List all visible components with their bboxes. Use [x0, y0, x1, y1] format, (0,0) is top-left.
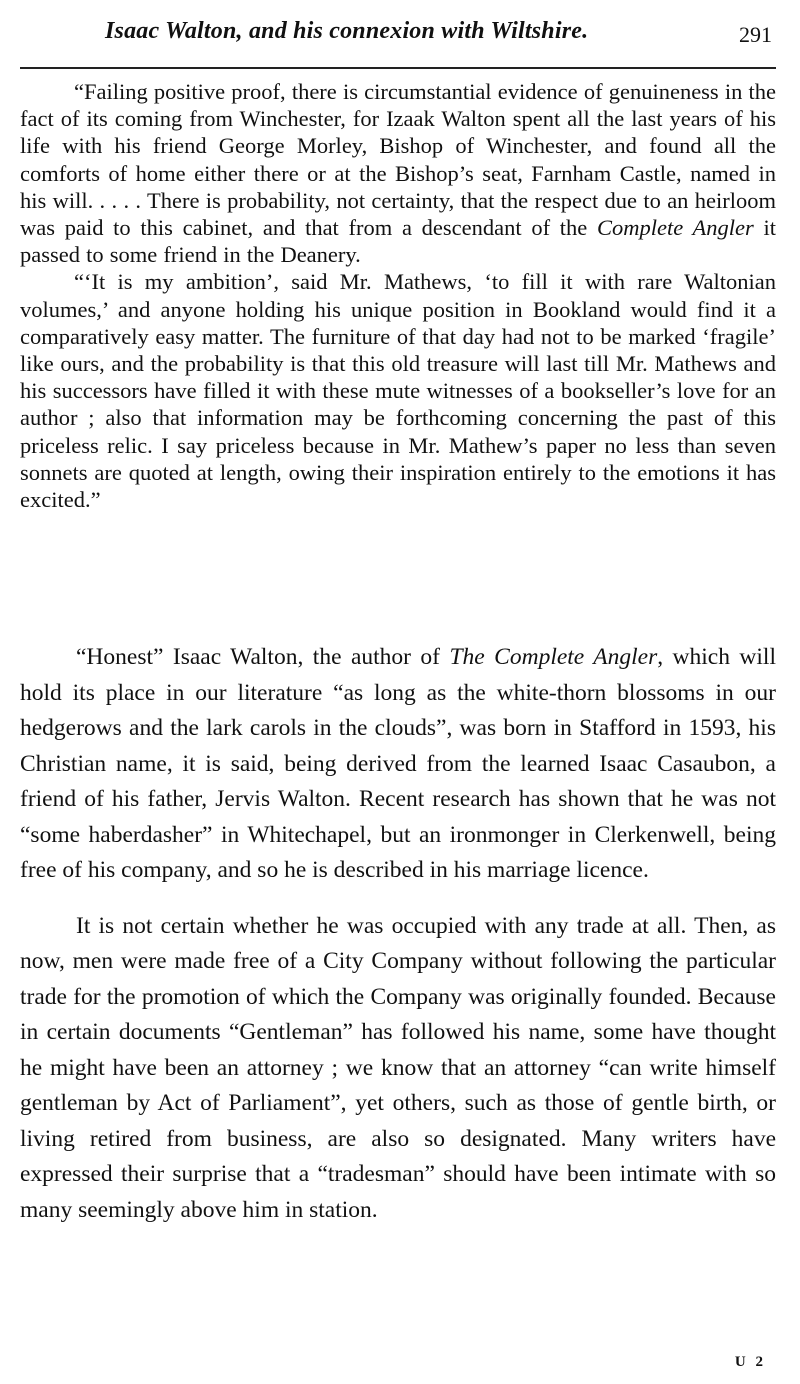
quote-book-title: Complete Angler [596, 215, 754, 241]
body-book-title: The Complete Angler [449, 644, 658, 670]
quote-paragraph-1-text-a: “Failing positive proof, there is circumstantial evidence of genuineness in the fact of its coming from Winchester, for Izaak Walton spent all the last years of his life with his friend George Morley, Bishop of Winchester, and found all the comforts of home either there or at the Bishop’s seat, Farnham Castle, named in his will. . . . . There is probability, not certainty, that the respect due to an heirloom was paid to this cabinet, and that from a descendant of the [20, 79, 776, 241]
body-paragraph-1-text-b: , which will hold its place in our literature “as long as the white-thorn blossoms in our hedgerows and the lark carols in the clouds”, was born in Stafford in 1593, his Christian name, it is said, being derived from the learned Isaac Casaubon, a friend of his father, Jervis Walton. Recent research has shown that he was not “some haberdasher” in Whitechapel, but an ironmonger in Clerkenwell, being free of his company, and so he is described in his marriage licence. [20, 644, 776, 883]
main-text [20, 640, 776, 1248]
header-rule [20, 67, 776, 69]
body-paragraph-1 [20, 640, 776, 889]
page-number: 291 [739, 22, 772, 47]
running-title: Isaac Walton, and his connexion with Wiltshire. [105, 18, 589, 44]
signature-mark: U 2 [734, 1354, 766, 1370]
quoted-passage [20, 78, 776, 513]
quote-paragraph-2: “‘It is my ambition’, said Mr. Mathews, ‘to fill it with rare Waltonian volumes,’ and anyone holding his unique position in Bookland would find it a comparatively easy matter. The furniture of that day had not to be marked ‘fragile’ like ours, and the probability is that this old treasure will last till Mr. Mathews and his successors have filled it with these mute witnesses of a bookseller’s love for an author ; also that information may be forthcoming concerning the past of this priceless relic. I say priceless because in Mr. Mathew’s paper no less than seven sonnets are quoted at length, owing their inspiration entirely to the emotions it has excited.” [20, 269, 776, 513]
running-head [20, 12, 776, 52]
quote-paragraph-1 [20, 78, 776, 268]
body-paragraph-1-text-a: “Honest” Isaac Walton, the author of [76, 644, 450, 670]
body-paragraph-2: It is not certain whether he was occupied with any trade at all. Then, as now, men were made free of a City Company without following the particular trade for the promotion of which the Company was originally founded. Because in certain documents “Gentleman” has followed his name, some have thought he might have been an attorney ; we know that an attorney “can write himself gentleman by Act of Parliament”, yet others, such as those of gentle birth, or living retired from business, are also so designated. Many writers have expressed their surprise that a “tradesman” should have been intimate with so many seemingly above him in station. [20, 912, 776, 1223]
quote-paragraph-1-text-b: it passed to some friend in the Deanery. [20, 215, 776, 268]
